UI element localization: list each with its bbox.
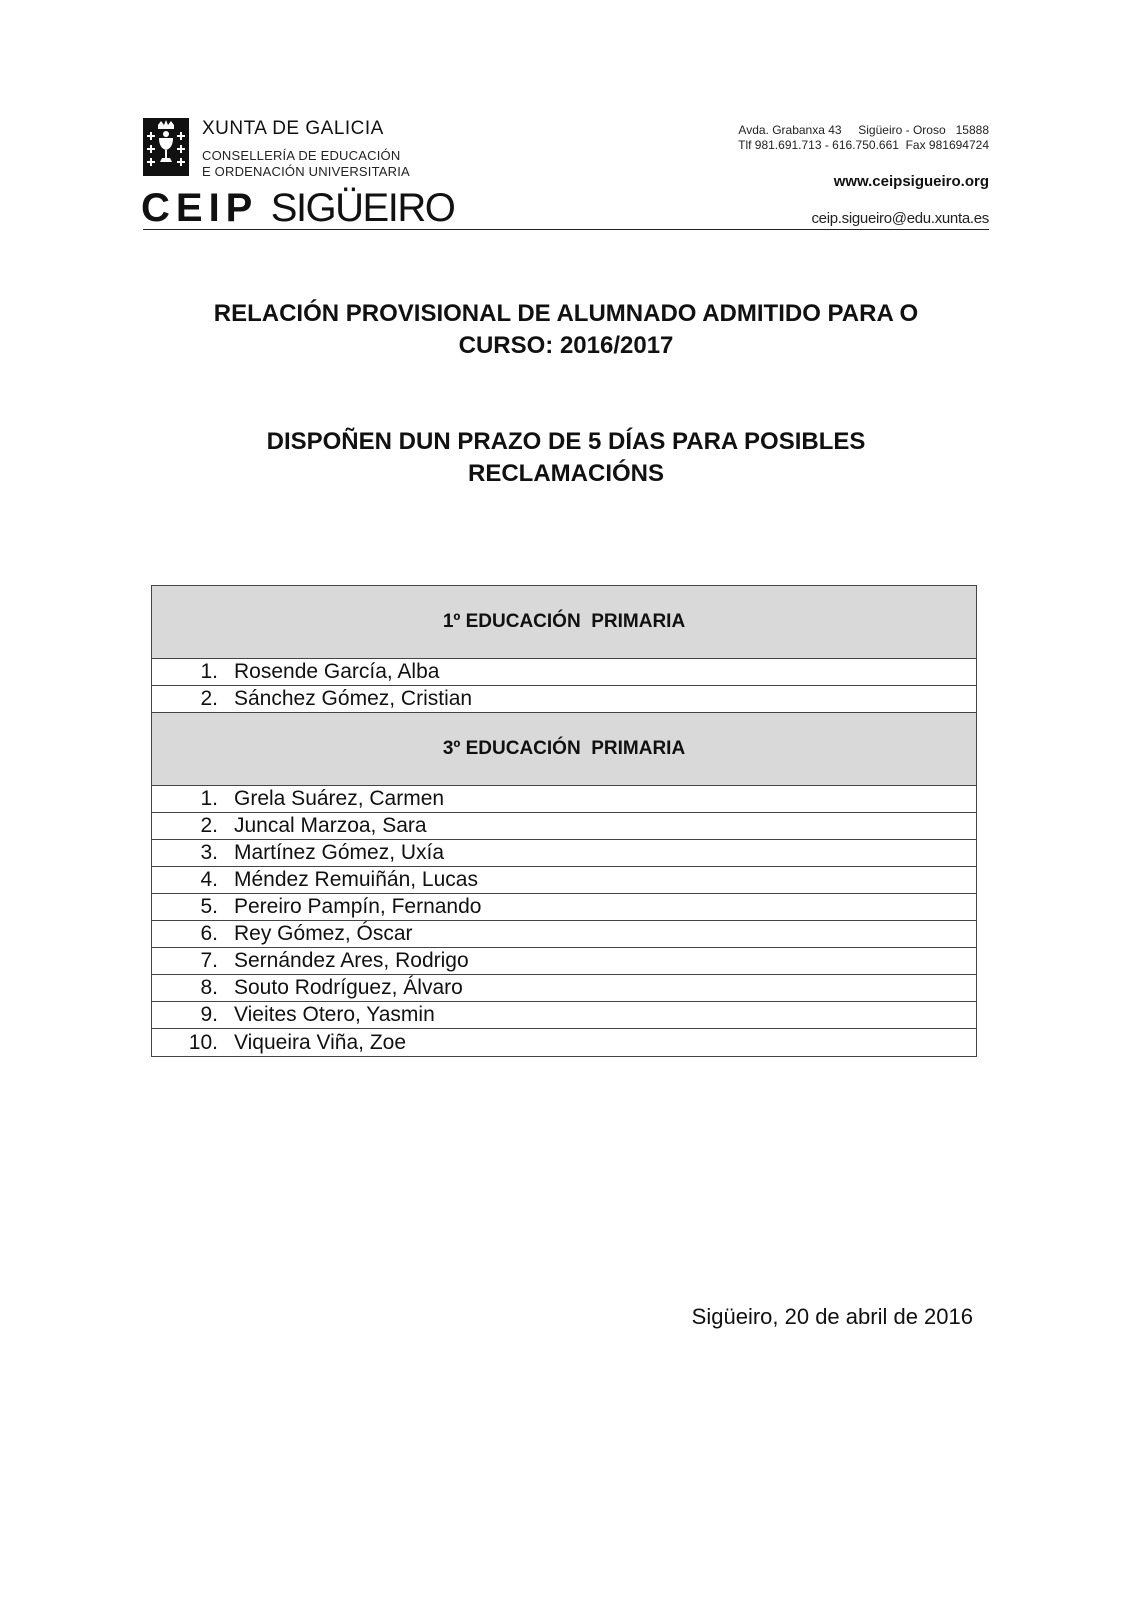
student-name: Vieites Otero, Yasmin [234,1003,435,1026]
document-title [143,298,989,362]
row-number: 2. [200,687,218,710]
school-email: ceip.sigueiro@edu.xunta.es [811,210,989,227]
row-number: 9. [200,1003,218,1026]
student-name: Sernández Ares, Rodrigo [234,949,469,972]
student-name: Rosende García, Alba [234,660,440,683]
row-number: 3. [200,841,218,864]
conselleria-line-2: E ORDENACIÓN UNIVERSITARIA [202,164,410,179]
letterhead-divider [143,229,989,230]
table-row [152,948,976,975]
table-row [152,813,976,840]
table-row [152,1029,976,1056]
school-website: www.ceipsigueiro.org [833,173,989,190]
xunta-de-galicia-wordmark: XUNTA DE GALICIA [202,118,384,139]
row-number: 7. [200,949,218,972]
student-name: Viqueira Viña, Zoe [234,1030,407,1054]
row-number: 10. [188,1030,218,1054]
row-number: 5. [200,895,218,918]
row-number: 6. [200,922,218,945]
school-wordmark [141,186,454,230]
admitted-students-table [151,585,977,1057]
place-and-date: Sigüeiro, 20 de abril de 2016 [691,1304,973,1329]
student-name: Martínez Gómez, Uxía [234,841,445,864]
student-name: Pereiro Pampín, Fernando [234,895,482,918]
student-name: Méndez Remuiñán, Lucas [234,868,478,891]
table-row [152,921,976,948]
row-number: 4. [200,868,218,891]
document-title-line-2: CURSO: 2016/2017 [458,332,674,359]
conselleria-line-1: CONSELLERÍA DE EDUCACIÓN [202,148,401,163]
address-line-1: Avda. Grabanxa 43 Sigüeiro - Oroso 15888 [738,123,989,137]
table-row [152,894,976,921]
student-name: Grela Suárez, Carmen [234,787,445,810]
school-address [738,123,989,153]
ceip-label: CEIP [141,186,258,230]
claims-notice-line-1: DISPOÑEN DUN PRAZO DE 5 DÍAS PARA POSIBLES [266,428,866,455]
school-name: SIGÜEIRO [270,186,455,230]
table-row [152,840,976,867]
student-name: Juncal Marzoa, Sara [234,814,427,837]
row-number: 2. [200,814,218,837]
row-number: 1. [200,660,218,683]
row-number: 1. [200,787,218,810]
student-name: Rey Gómez, Óscar [234,922,413,945]
claims-notice-line-2: RECLAMACIÓNS [468,460,664,487]
student-name: Souto Rodríguez, Álvaro [234,976,463,999]
student-name: Sánchez Gómez, Cristian [234,687,473,710]
claims-notice [143,426,989,490]
table-row [152,975,976,1002]
xunta-coat-of-arms-logo [143,118,189,176]
table-row [152,867,976,894]
table-row [152,659,976,686]
conselleria-name [202,148,410,180]
group-heading-1-primaria: 1º EDUCACIÓN PRIMARIA [152,586,976,659]
table-row [152,786,976,813]
group-heading-3-primaria: 3º EDUCACIÓN PRIMARIA [152,713,976,786]
address-line-2: Tlf 981.691.713 - 616.750.661 Fax 981694724 [738,138,989,152]
table-row [152,686,976,713]
document-title-line-1: RELACIÓN PROVISIONAL DE ALUMNADO ADMITIDO PARA O [213,300,919,327]
table-row [152,1002,976,1029]
row-number: 8. [200,976,218,999]
